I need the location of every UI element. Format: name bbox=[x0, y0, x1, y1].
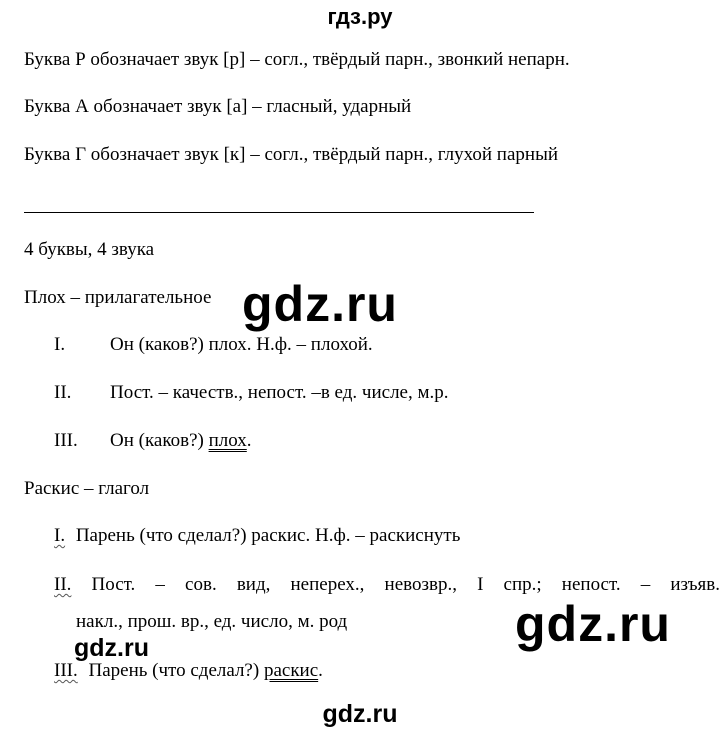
watermark-small-2: gdz.ru bbox=[322, 700, 398, 728]
count-line: 4 буквы, 4 звука bbox=[24, 239, 155, 260]
verb-title: Раскис – глагол bbox=[24, 478, 150, 499]
adj-item-1 bbox=[54, 334, 373, 356]
verb-item-1-num: I. bbox=[54, 525, 66, 546]
letter-line-a: Буква А обозначает звук [а] – гласный, ударный bbox=[24, 96, 412, 117]
verb-item-3 bbox=[54, 660, 323, 682]
adj-item-2 bbox=[54, 382, 449, 404]
divider bbox=[24, 212, 534, 213]
adj-item-3 bbox=[54, 430, 252, 452]
letter-line-r: Буква Р обозначает звук [р] – согл., твёрдый парн., звонкий непарн. bbox=[24, 49, 570, 70]
site-header: гдз.ру bbox=[327, 4, 393, 29]
verb-item-2-line1 bbox=[54, 574, 720, 596]
verb-item-3-text-after: . bbox=[318, 660, 323, 681]
verb-word: неперех., bbox=[290, 574, 365, 595]
adj-item-3-text-after: . bbox=[246, 430, 252, 451]
verb-word: – bbox=[155, 574, 165, 595]
verb-word: спр.; bbox=[503, 574, 542, 595]
watermark-small-1: gdz.ru bbox=[74, 634, 149, 662]
adj-item-1-text: Он (каков?) плох. Н.ф. – плохой. bbox=[110, 334, 373, 355]
verb-item-3-text-before: Парень (что сделал?) bbox=[88, 660, 264, 681]
verb-item-1-text: Парень (что сделал?) раскис. Н.ф. – раскиснуть bbox=[75, 525, 461, 546]
verb-word: сов. bbox=[185, 574, 217, 595]
adj-item-3-text-before: Он (каков?) bbox=[110, 430, 209, 451]
watermark-large-1: gdz.ru bbox=[242, 276, 398, 332]
verb-word: непост. bbox=[561, 574, 621, 595]
adj-item-1-num: I. bbox=[54, 334, 66, 355]
verb-item-2-num: II. bbox=[54, 574, 72, 595]
adj-title: Плох – прилагательное bbox=[24, 287, 212, 308]
watermark-large-2: gdz.ru bbox=[515, 596, 671, 652]
adj-item-2-text: Пост. – качеств., непост. –в ед. числе, м.р. bbox=[110, 382, 449, 403]
adj-item-2-num: II. bbox=[54, 382, 72, 403]
verb-item-2-line2: накл., прош. вр., ед. число, м. род bbox=[76, 611, 348, 632]
verb-item-1 bbox=[54, 525, 460, 547]
verb-word: вид, bbox=[236, 574, 271, 595]
verb-word: изъяв. bbox=[670, 574, 720, 595]
adj-item-3-predicate: плох bbox=[208, 430, 247, 451]
verb-item-3-predicate: раскис bbox=[263, 660, 319, 681]
verb-word: невозвр., bbox=[384, 574, 457, 595]
verb-word: Пост. bbox=[91, 574, 136, 595]
adj-item-3-num: III. bbox=[54, 430, 78, 451]
verb-word: I bbox=[477, 574, 484, 595]
letter-line-g: Буква Г обозначает звук [к] – согл., твёрдый парн., глухой парный bbox=[24, 144, 559, 165]
verb-item-3-num: III. bbox=[54, 660, 78, 681]
verb-word: – bbox=[640, 574, 651, 595]
